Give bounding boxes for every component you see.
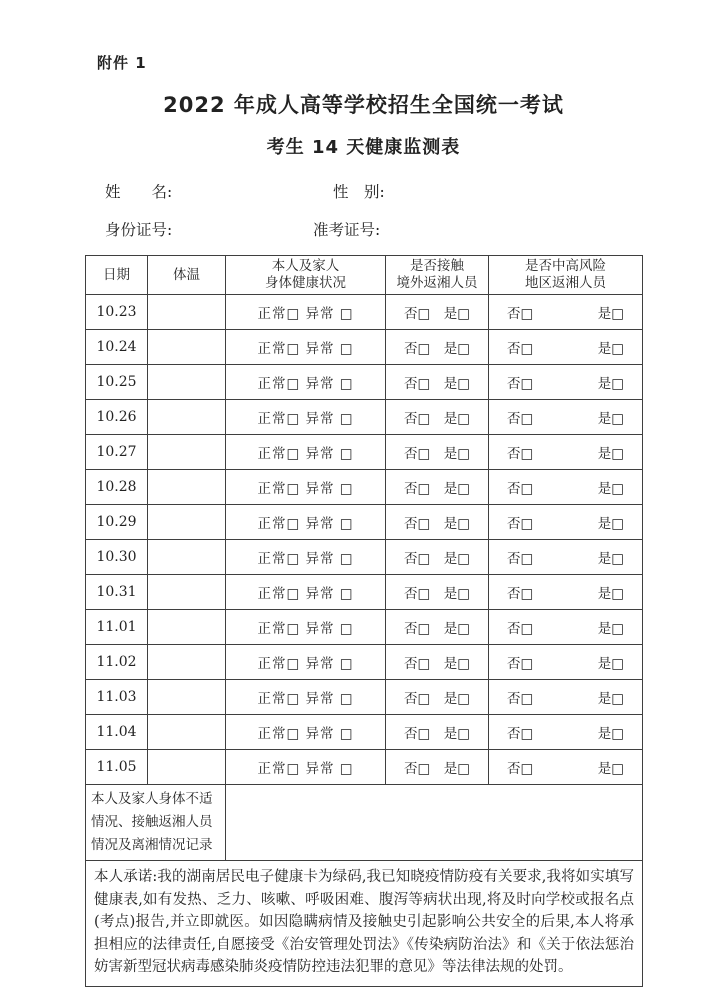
col-header-date — [86, 256, 148, 295]
monitoring-rows — [86, 295, 643, 785]
col-header-health-status — [226, 256, 386, 295]
abroad-contact-cell — [386, 470, 489, 505]
abroad-contact-cell — [386, 680, 489, 715]
option-pair — [387, 337, 487, 357]
gender-value[interactable] — [385, 179, 642, 197]
health-status-cell[interactable]: 正常□ 异常 □ — [226, 750, 386, 785]
table-row — [86, 400, 643, 435]
option-pair — [387, 407, 487, 427]
risk-yes-checkbox[interactable]: 是□ — [597, 411, 624, 427]
risk-no-checkbox[interactable]: 否□ — [507, 306, 534, 322]
option-pair — [387, 512, 487, 532]
risk-yes-checkbox[interactable]: 是□ — [597, 726, 624, 742]
option-pair — [490, 337, 641, 357]
temperature-cell[interactable] — [148, 645, 226, 680]
option-pair — [387, 547, 487, 567]
date-cell: 10.26 — [86, 400, 148, 435]
risk-no-checkbox[interactable]: 否□ — [507, 341, 534, 357]
exam-id-label: 准考证号: — [313, 221, 381, 239]
risk-area-cell — [489, 435, 643, 470]
option-pair — [387, 582, 487, 602]
risk-no-checkbox[interactable]: 否□ — [507, 481, 534, 497]
header-line: 是否中高风险 — [525, 258, 606, 274]
table-row — [86, 435, 643, 470]
abroad-contact-cell — [386, 645, 489, 680]
risk-area-cell — [489, 610, 643, 645]
date-cell: 10.27 — [86, 435, 148, 470]
abroad-yes-checkbox[interactable]: 是□ — [443, 376, 470, 392]
gender-label: 性 别: — [333, 183, 385, 201]
risk-area-cell — [489, 295, 643, 330]
id-number-label: 身份证号: — [105, 221, 173, 239]
header-line: 地区返湘人员 — [525, 275, 606, 291]
temperature-cell[interactable] — [148, 750, 226, 785]
temperature-cell[interactable] — [148, 540, 226, 575]
table-footer — [86, 785, 643, 987]
risk-yes-checkbox[interactable]: 是□ — [597, 761, 624, 777]
date-cell: 10.23 — [86, 295, 148, 330]
abroad-contact-cell — [386, 540, 489, 575]
risk-area-cell — [489, 330, 643, 365]
risk-yes-checkbox[interactable]: 是□ — [597, 586, 624, 602]
risk-area-cell — [489, 680, 643, 715]
table-row — [86, 540, 643, 575]
date-cell: 10.24 — [86, 330, 148, 365]
abroad-yes-checkbox[interactable]: 是□ — [443, 551, 470, 567]
id-number-field — [105, 217, 313, 240]
risk-area-cell — [489, 575, 643, 610]
abroad-contact-cell — [386, 715, 489, 750]
temperature-cell[interactable] — [148, 575, 226, 610]
abroad-no-checkbox[interactable]: 否□ — [404, 586, 431, 602]
risk-area-cell — [489, 470, 643, 505]
document-title: 2022 年成人高等学校招生全国统一考试 — [163, 93, 564, 117]
risk-area-cell — [489, 505, 643, 540]
table-row — [86, 610, 643, 645]
commitment-row — [86, 861, 643, 987]
health-status-cell[interactable]: 正常□ 异常 □ — [226, 470, 386, 505]
date-cell: 11.05 — [86, 750, 148, 785]
abroad-contact-cell — [386, 295, 489, 330]
abroad-yes-checkbox[interactable]: 是□ — [443, 516, 470, 532]
health-status-cell[interactable]: 正常□ 异常 □ — [226, 680, 386, 715]
risk-yes-checkbox[interactable]: 是□ — [597, 656, 624, 672]
table-row — [86, 365, 643, 400]
abroad-contact-cell — [386, 435, 489, 470]
option-pair — [387, 722, 487, 742]
temperature-cell[interactable] — [148, 295, 226, 330]
risk-area-cell — [489, 365, 643, 400]
risk-yes-checkbox[interactable]: 是□ — [597, 481, 624, 497]
abroad-no-checkbox[interactable]: 否□ — [404, 516, 431, 532]
candidate-info-fields — [105, 179, 642, 240]
health-status-cell[interactable]: 正常□ 异常 □ — [226, 645, 386, 680]
health-status-cell[interactable]: 正常□ 异常 □ — [226, 295, 386, 330]
date-cell: 10.29 — [86, 505, 148, 540]
date-cell: 10.28 — [86, 470, 148, 505]
abroad-contact-cell — [386, 365, 489, 400]
temperature-cell[interactable] — [148, 365, 226, 400]
temperature-cell[interactable] — [148, 505, 226, 540]
id-examid-row — [105, 217, 642, 240]
option-pair — [387, 757, 487, 777]
option-pair — [490, 547, 641, 567]
name-label: 姓 名: — [105, 183, 173, 201]
temperature-cell[interactable] — [148, 330, 226, 365]
abroad-no-checkbox[interactable]: 否□ — [404, 691, 431, 707]
abroad-no-checkbox[interactable]: 否□ — [404, 306, 431, 322]
risk-yes-checkbox[interactable]: 是□ — [597, 621, 624, 637]
abroad-no-checkbox[interactable]: 否□ — [404, 761, 431, 777]
health-status-cell[interactable]: 正常□ 异常 □ — [226, 715, 386, 750]
temperature-cell[interactable] — [148, 680, 226, 715]
risk-no-checkbox[interactable]: 否□ — [507, 726, 534, 742]
header-line: 本人及家人 — [271, 258, 340, 274]
abroad-no-checkbox[interactable]: 否□ — [404, 341, 431, 357]
temperature-cell[interactable] — [148, 435, 226, 470]
gender-field — [333, 179, 642, 202]
exam-id-field — [313, 217, 642, 240]
abroad-yes-checkbox[interactable]: 是□ — [443, 621, 470, 637]
option-pair — [490, 652, 641, 672]
risk-area-cell — [489, 540, 643, 575]
option-pair — [490, 442, 641, 462]
option-pair — [490, 512, 641, 532]
document-subtitle: 考生 14 天健康监测表 — [266, 137, 461, 158]
header-line: 身体健康状况 — [265, 275, 346, 291]
option-pair — [490, 372, 641, 392]
abroad-no-checkbox[interactable]: 否□ — [404, 726, 431, 742]
temperature-cell[interactable] — [148, 470, 226, 505]
record-note-label: 本人及家人身体不适情况、接触返湘人员情况及离湘情况记录 — [86, 785, 226, 861]
option-pair — [387, 652, 487, 672]
abroad-contact-cell — [386, 750, 489, 785]
abroad-yes-checkbox[interactable]: 是□ — [443, 656, 470, 672]
risk-no-checkbox[interactable]: 否□ — [507, 446, 534, 462]
header-line: 境外返湘人员 — [396, 275, 478, 291]
option-pair — [490, 617, 641, 637]
option-pair — [387, 372, 487, 392]
risk-no-checkbox[interactable]: 否□ — [507, 586, 534, 602]
table-row — [86, 715, 643, 750]
option-pair — [490, 407, 641, 427]
health-status-cell[interactable]: 正常□ 异常 □ — [226, 365, 386, 400]
risk-yes-checkbox[interactable]: 是□ — [597, 691, 624, 707]
risk-no-checkbox[interactable]: 否□ — [507, 656, 534, 672]
option-pair — [490, 582, 641, 602]
risk-area-cell — [489, 400, 643, 435]
table-row — [86, 575, 643, 610]
table-row — [86, 680, 643, 715]
col-header-risk-area — [489, 256, 643, 295]
date-cell: 10.31 — [86, 575, 148, 610]
abroad-yes-checkbox[interactable]: 是□ — [443, 726, 470, 742]
option-pair — [490, 302, 641, 322]
risk-yes-checkbox[interactable]: 是□ — [597, 446, 624, 462]
record-note-value[interactable] — [226, 785, 643, 861]
abroad-contact-cell — [386, 330, 489, 365]
abroad-yes-checkbox[interactable]: 是□ — [443, 446, 470, 462]
abroad-no-checkbox[interactable]: 否□ — [404, 411, 431, 427]
date-cell: 10.25 — [86, 365, 148, 400]
abroad-no-checkbox[interactable]: 否□ — [404, 446, 431, 462]
id-number-value[interactable] — [172, 217, 313, 235]
risk-no-checkbox[interactable]: 否□ — [507, 621, 534, 637]
abroad-contact-cell — [386, 575, 489, 610]
abroad-no-checkbox[interactable]: 否□ — [404, 481, 431, 497]
exam-id-value[interactable] — [380, 217, 642, 235]
risk-area-cell — [489, 645, 643, 680]
risk-no-checkbox[interactable]: 否□ — [507, 376, 534, 392]
risk-yes-checkbox[interactable]: 是□ — [597, 551, 624, 567]
attachment-label: 附件 1 — [97, 54, 147, 72]
abroad-yes-checkbox[interactable]: 是□ — [443, 481, 470, 497]
abroad-no-checkbox[interactable]: 否□ — [404, 551, 431, 567]
abroad-yes-checkbox[interactable]: 是□ — [443, 761, 470, 777]
name-field — [105, 179, 333, 202]
risk-yes-checkbox[interactable]: 是□ — [597, 341, 624, 357]
table-row — [86, 330, 643, 365]
health-status-cell[interactable]: 正常□ 异常 □ — [226, 330, 386, 365]
table-row — [86, 295, 643, 330]
abroad-no-checkbox[interactable]: 否□ — [404, 656, 431, 672]
risk-area-cell — [489, 715, 643, 750]
health-status-cell[interactable]: 正常□ 异常 □ — [226, 400, 386, 435]
risk-yes-checkbox[interactable]: 是□ — [597, 376, 624, 392]
record-note-row — [86, 785, 643, 861]
risk-no-checkbox[interactable]: 否□ — [507, 761, 534, 777]
date-cell: 11.01 — [86, 610, 148, 645]
option-pair — [387, 687, 487, 707]
option-pair — [387, 442, 487, 462]
risk-yes-checkbox[interactable]: 是□ — [597, 516, 624, 532]
header-line: 是否接触 — [410, 258, 464, 274]
health-status-cell[interactable]: 正常□ 异常 □ — [226, 575, 386, 610]
name-value[interactable] — [172, 179, 333, 197]
risk-no-checkbox[interactable]: 否□ — [507, 551, 534, 567]
table-row — [86, 645, 643, 680]
header-line: 日期 — [103, 266, 130, 283]
abroad-contact-cell — [386, 610, 489, 645]
header-line: 体温 — [173, 266, 200, 283]
option-pair — [387, 617, 487, 637]
abroad-yes-checkbox[interactable]: 是□ — [443, 586, 470, 602]
temperature-cell[interactable] — [148, 715, 226, 750]
risk-no-checkbox[interactable]: 否□ — [507, 516, 534, 532]
health-monitoring-table — [85, 255, 643, 987]
option-pair — [387, 477, 487, 497]
abroad-yes-checkbox[interactable]: 是□ — [443, 411, 470, 427]
temperature-cell[interactable] — [148, 400, 226, 435]
abroad-yes-checkbox[interactable]: 是□ — [443, 306, 470, 322]
health-status-cell[interactable]: 正常□ 异常 □ — [226, 610, 386, 645]
option-pair — [387, 302, 487, 322]
risk-no-checkbox[interactable]: 否□ — [507, 691, 534, 707]
abroad-contact-cell — [386, 400, 489, 435]
abroad-yes-checkbox[interactable]: 是□ — [443, 691, 470, 707]
option-pair — [490, 687, 641, 707]
table-header-row — [86, 256, 643, 295]
option-pair — [490, 477, 641, 497]
abroad-yes-checkbox[interactable]: 是□ — [443, 341, 470, 357]
abroad-no-checkbox[interactable]: 否□ — [404, 376, 431, 392]
commitment-text: 本人承诺:我的湖南居民电子健康卡为绿码,我已知晓疫情防疫有关要求,我将如实填写健康表,如有发热、乏力、咳嗽、呼吸困难、腹泻等病状出现,将及时向学校或报名点(考点)报告,并立即就医。如因隐瞒病情及接触史引起影响公共安全的后果,本人将承担相应的法律责任,自愿接受《治安管理处罚法》《传染病防治法》和《关于依法惩治妨害新型冠状病毒感染肺炎疫情防控违法犯罪的意见》等法律法规的处罚。 — [86, 861, 643, 987]
option-pair — [490, 722, 641, 742]
date-cell: 11.03 — [86, 680, 148, 715]
table-row — [86, 470, 643, 505]
option-pair — [490, 757, 641, 777]
health-status-cell[interactable]: 正常□ 异常 □ — [226, 435, 386, 470]
abroad-contact-cell — [386, 505, 489, 540]
risk-no-checkbox[interactable]: 否□ — [507, 411, 534, 427]
col-header-abroad-contact — [386, 256, 489, 295]
table-row — [86, 750, 643, 785]
name-gender-row — [105, 179, 642, 202]
temperature-cell[interactable] — [148, 610, 226, 645]
col-header-temperature — [148, 256, 226, 295]
date-cell: 10.30 — [86, 540, 148, 575]
risk-area-cell — [489, 750, 643, 785]
date-cell: 11.04 — [86, 715, 148, 750]
health-status-cell[interactable]: 正常□ 异常 □ — [226, 505, 386, 540]
table-row — [86, 505, 643, 540]
date-cell: 11.02 — [86, 645, 148, 680]
abroad-no-checkbox[interactable]: 否□ — [404, 621, 431, 637]
risk-yes-checkbox[interactable]: 是□ — [597, 306, 624, 322]
health-status-cell[interactable]: 正常□ 异常 □ — [226, 540, 386, 575]
